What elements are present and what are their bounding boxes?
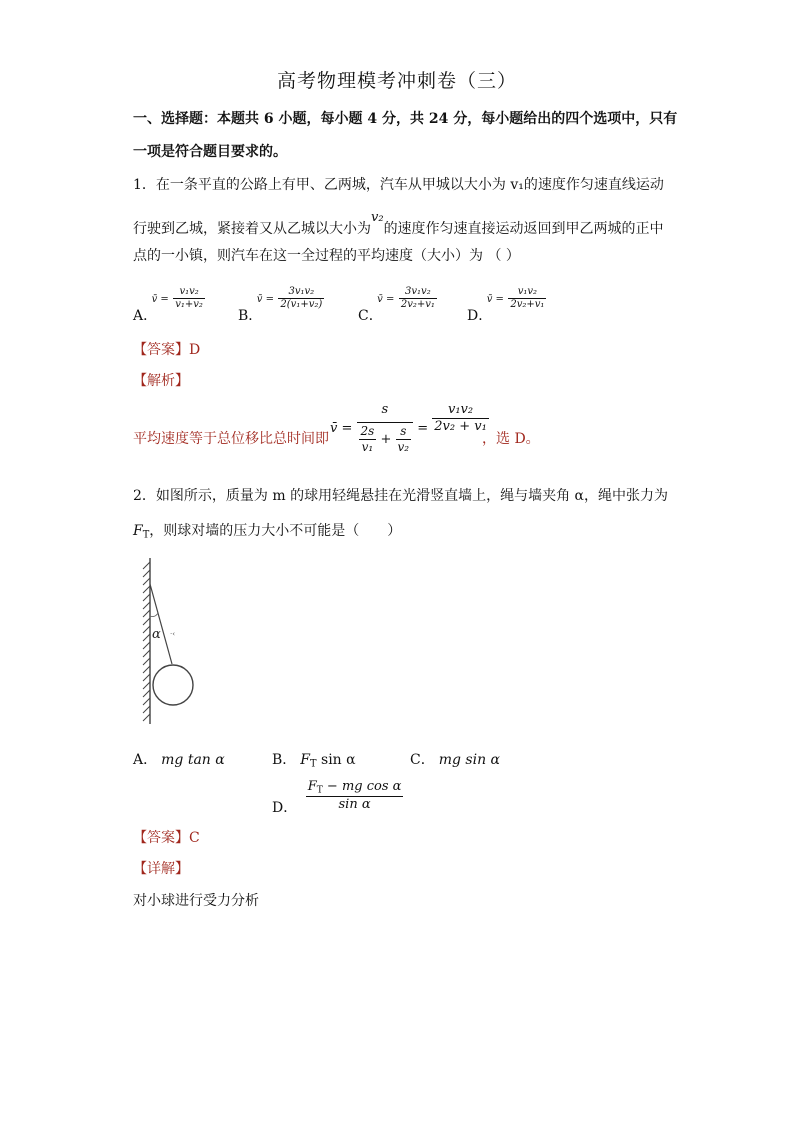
q1-answer: 【答案】D <box>133 342 201 358</box>
q2-answer: 【答案】C <box>133 830 200 846</box>
option-letter: A． <box>133 752 158 768</box>
q2-detail-label: 【详解】 <box>133 861 189 877</box>
q1-analysis-label: 【解析】 <box>133 373 189 389</box>
eq-main-fraction: s $\frac{2s}{\text{v₁}}$ + $\frac{s}{\text{v₂}}$ <box>357 403 414 454</box>
q1-analysis-text: 平均速度等于总位移比总时间即 <box>133 431 329 447</box>
option-letter: C． <box>358 308 383 325</box>
option-fraction: $\frac{\text{3v₁v₂}}{\text{2v₂+v₁}}$ <box>400 286 435 310</box>
option-lhs: v̄ = <box>486 294 504 306</box>
option-fraction: $\frac{\text{v₁v₂}}{\text{2v₂+v₁}}$ <box>510 286 545 310</box>
q2-text-line2 <box>133 520 401 540</box>
q2-text-line2-rest: ，则球对墙的压力大小不可能是（ ） <box>149 523 402 539</box>
option-lhs: v̄ = <box>377 294 395 306</box>
q1-option-d[interactable] <box>467 286 556 325</box>
q1-option-a[interactable] <box>133 286 215 325</box>
q2-ft-symbol: $F_T$ <box>133 523 150 541</box>
option-lhs: v̄ = <box>256 294 274 306</box>
q2-option-c[interactable] <box>410 749 500 769</box>
option-fraction: $\frac{\text{3v₁v₂}}{\text{2(v₁+v₂)}}$ <box>280 286 323 310</box>
section-heading-line2: 一项是符合题目要求的。 <box>133 144 287 160</box>
q1-analysis-end: ，选 D。 <box>482 431 540 447</box>
option-letter: D． <box>467 308 493 325</box>
svg-text:·‹: ·‹ <box>170 630 176 638</box>
option-letter: C． <box>410 752 435 768</box>
q1-analysis-equation <box>330 403 489 454</box>
q2-option-b[interactable] <box>272 749 356 769</box>
q1-text-line3: 点的一小镇，则汽车在这一全过程的平均速度（大小）为 （ ） <box>133 248 520 264</box>
eq-result-fraction: $\frac{\text{v₁v₂}}{\text{2v₂ + v₁}}$ <box>434 401 487 434</box>
option-expr: $F_T$ sin α <box>300 752 356 770</box>
q1-v2-symbol: v₂ <box>371 210 384 225</box>
q2-detail-text: 对小球进行受力分析 <box>133 893 259 909</box>
page-title: 高考物理模考冲刺卷（三） <box>276 70 517 92</box>
option-letter: B． <box>272 752 297 768</box>
option-lhs: v̄ = <box>151 294 169 306</box>
alpha-label: α <box>152 627 161 642</box>
q2-wall-ball-figure <box>138 556 208 728</box>
q1-text-line1: 1．在一条平直的公路上有甲、乙两城，汽车从甲城以大小为 v₁的速度作匀速直线运动 <box>133 177 664 193</box>
q1-option-b[interactable] <box>238 286 334 325</box>
q1-text-line2-b: 的速度作匀速直接运动返回到甲乙两城的正中 <box>383 221 664 237</box>
q1-text-line2 <box>133 210 664 238</box>
option-expr: mg tan α <box>161 752 225 768</box>
q2-text-line1: 2．如图所示，质量为 m 的球用轻绳悬挂在光滑竖直墙上，绳与墙夹角 α，绳中张力为 <box>133 488 668 504</box>
option-fraction: $\frac{F_T - mg \cos \alpha}{\text{sin α}}$ <box>307 779 402 812</box>
eq-equals: = <box>417 421 429 437</box>
q1-option-c[interactable] <box>358 286 447 325</box>
q2-option-d[interactable] <box>272 779 403 817</box>
option-letter: A． <box>133 308 158 325</box>
option-letter: B． <box>238 308 263 325</box>
q1-text-line2-a: 行驶到乙城，紧接着又从乙城以大小为 <box>133 221 371 237</box>
eq-lhs: v̄ = <box>330 421 353 437</box>
option-letter: D． <box>272 800 298 817</box>
section-heading-line1: 一、选择题：本题共 6 小题，每小题 4 分，共 24 分，每小题给出的四个选项中，只有 <box>133 111 678 127</box>
option-expr: mg sin α <box>438 752 500 768</box>
option-fraction: $\frac{\text{v₁v₂}}{\text{v₁+v₂}}$ <box>175 286 203 310</box>
q2-option-a[interactable] <box>133 749 225 769</box>
